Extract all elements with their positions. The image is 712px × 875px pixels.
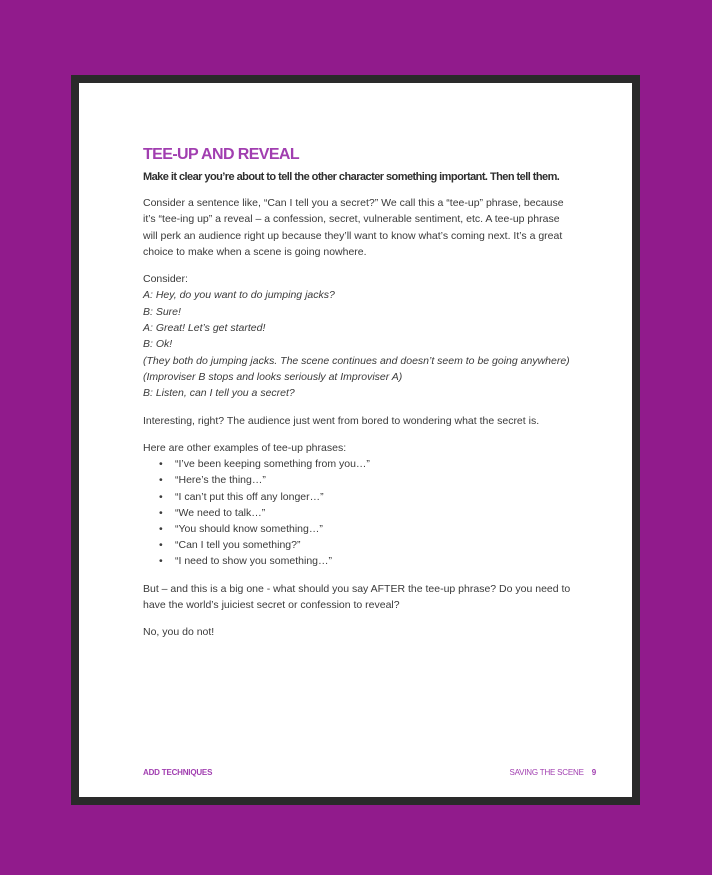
list-item <box>159 505 573 521</box>
list-item-text: “I can’t put this off any longer…” <box>175 490 324 503</box>
observation-paragraph: Interesting, right? The audience just went from bored to wondering what the secret is. <box>143 414 540 427</box>
list-item <box>159 537 573 553</box>
example-block <box>143 271 573 401</box>
footer-chapter-label: SAVING THE SCENE <box>509 768 584 777</box>
section-title: TEE-UP AND REVEAL <box>143 146 300 163</box>
dialogue-line: (They both do jumping jacks. The scene continues and doesn’t seem to be going anywhere) <box>143 354 570 367</box>
list-item-text: “Can I tell you something?” <box>175 539 301 552</box>
intro-paragraph: Consider a sentence like, “Can I tell you a secret?” We call this a “tee-up” phrase, because it’s “tee-ing up” a reveal – a confession, secret, vulnerable sentiment, etc. A tee-up phrase will perk an audience right up because they’ll want to know what’s coming next. It’s a great choice to make when a scene is going nowhere. <box>143 197 564 258</box>
list-item-text: “I need to show you something…” <box>175 555 332 568</box>
dialogue-line: A: Great! Let’s get started! <box>143 322 266 335</box>
document-page <box>79 83 632 797</box>
tee-up-phrase-list <box>143 456 573 569</box>
page-content <box>143 145 573 640</box>
example-label: Consider: <box>143 273 188 286</box>
bullet-icon: • <box>159 474 163 487</box>
list-item-text: “You should know something…” <box>175 522 323 535</box>
dialogue-line: B: Sure! <box>143 305 181 318</box>
dialogue-line: A: Hey, do you want to do jumping jacks? <box>143 289 335 302</box>
dialogue-line: (Improviser B stops and looks seriously at Improviser A) <box>143 370 403 383</box>
example-dialogue <box>143 287 573 401</box>
list-item <box>159 472 573 488</box>
bullet-icon: • <box>159 555 163 568</box>
bullet-icon: • <box>159 539 163 552</box>
dialogue-line: B: Ok! <box>143 338 173 351</box>
bullet-icon: • <box>159 506 163 519</box>
question-paragraph: But – and this is a big one - what should you say AFTER the tee-up phrase? Do you need to have the world’s juiciest secret or confession to reveal? <box>143 582 571 611</box>
list-item <box>159 489 573 505</box>
answer-paragraph: No, you do not! <box>143 626 215 639</box>
section-subtitle: Make it clear you’re about to tell the other character something important. Then tell them. <box>143 171 560 183</box>
bullet-icon: • <box>159 458 163 471</box>
page-number: 9 <box>591 768 596 777</box>
list-item-text: “I’ve been keeping something from you…” <box>175 458 370 471</box>
bullet-icon: • <box>159 522 163 535</box>
footer-chapter <box>509 768 596 777</box>
list-item-text: “We need to talk…” <box>175 506 266 519</box>
list-item <box>159 553 573 569</box>
list-item-text: “Here’s the thing…” <box>175 474 266 487</box>
dialogue-line: B: Listen, can I tell you a secret? <box>143 387 295 400</box>
bullet-icon: • <box>159 490 163 503</box>
footer-section-label: ADD TECHNIQUES <box>143 768 213 777</box>
examples-intro: Here are other examples of tee-up phrases: <box>143 441 347 454</box>
list-item <box>159 521 573 537</box>
list-item <box>159 456 573 472</box>
examples-block <box>143 440 573 570</box>
